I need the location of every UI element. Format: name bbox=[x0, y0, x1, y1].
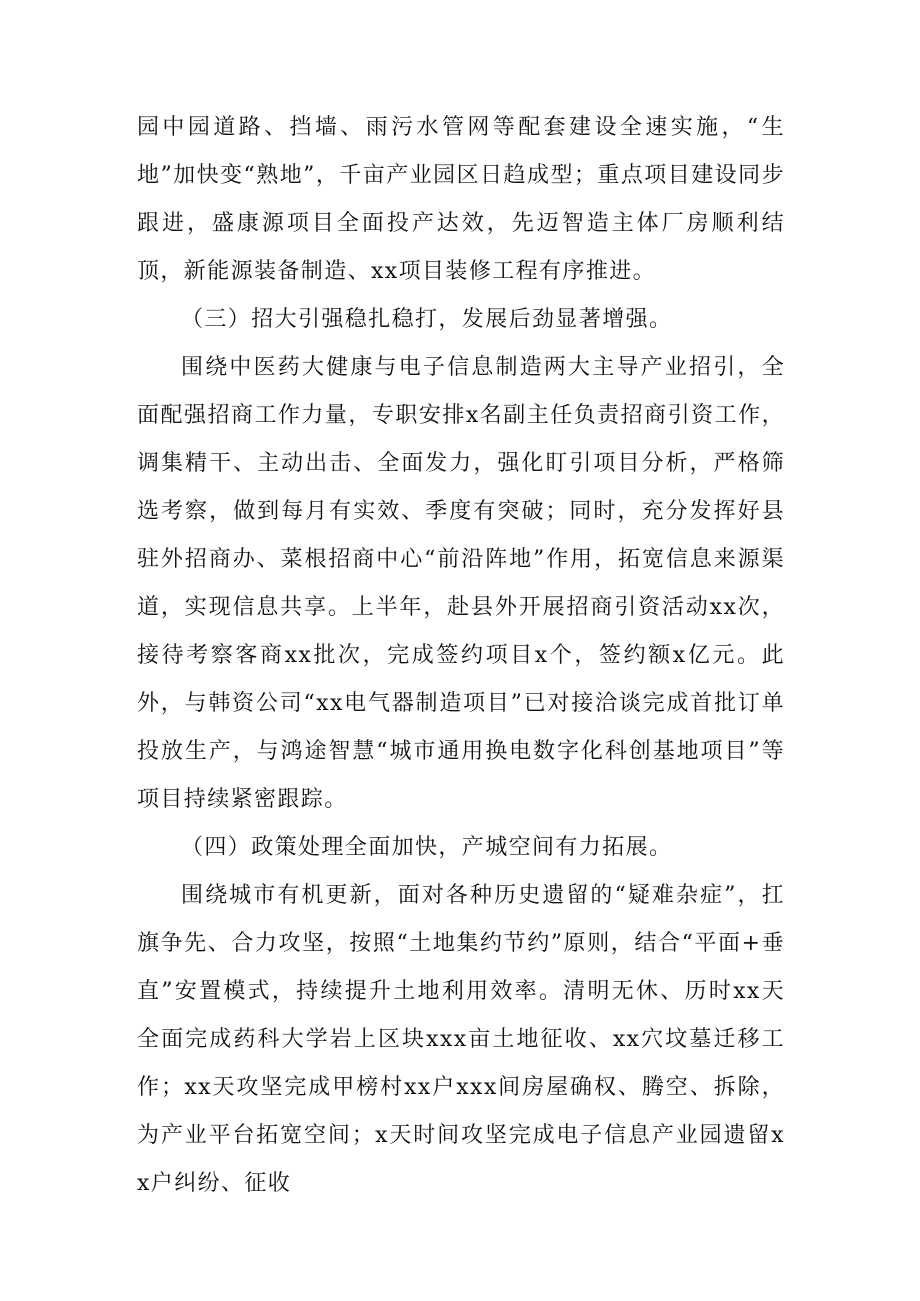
section-heading-3: （三）招大引强稳扎稳打，发展后劲显著增强。 bbox=[181, 307, 673, 332]
paragraph-investment: 围绕中医药大健康与电子信息制造两大主导产业招引，全面配强招商工作力量，专职安排x名副主任负责招商引资工作，调集精干、主动出击、全面发力，强化盯引项目分析，严格筛选考察，做到每月有实效、季度有突破；同时，充分发挥好县驻外招商办、菜根招商中心“前沿阵地”作用，拓宽信息来源渠道，实现信息共享。上半年，赴县外开展招商引资活动xx次，接待考察客商xx批次，完成签约项目x个，签约额x亿元。此外，与韩资公司“xx电气器制造项目”已对接洽谈完成首批订单投放生产，与鸿途智慧“城市通用换电数字化科创基地项目”等项目持续紧密跟踪。 bbox=[137, 355, 785, 812]
paragraph-policy: 围绕城市有机更新，面对各种历史遗留的“疑难杂症”，扛旗争先、合力攻坚，按照“土地集约节约”原则，结合“平面+垂直”安置模式，持续提升土地利用效率。清明无休、历时xx天全面完成药科大学岩上区块xxx亩土地征收、xx穴坟墓迁移工作；xx天攻坚完成甲榜村xx户xxx间房屋确权、腾空、拆除，为产业平台拓宽空间；x天时间攻坚完成电子信息产业园遗留xx户纠纷、征收 bbox=[137, 883, 785, 1196]
document-body bbox=[137, 104, 785, 1208]
paragraph-continuation: 园中园道路、挡墙、雨污水管网等配套建设全速实施，“生地”加快变“熟地”，千亩产业园区日趋成型；重点项目建设同步跟进，盛康源项目全面投产达效，先迈智造主体厂房顺利结顶，新能源装备制造、xx项目装修工程有序推进。 bbox=[137, 115, 785, 284]
section-heading-4: （四）政策处理全面加快，产城空间有力拓展。 bbox=[181, 835, 673, 860]
